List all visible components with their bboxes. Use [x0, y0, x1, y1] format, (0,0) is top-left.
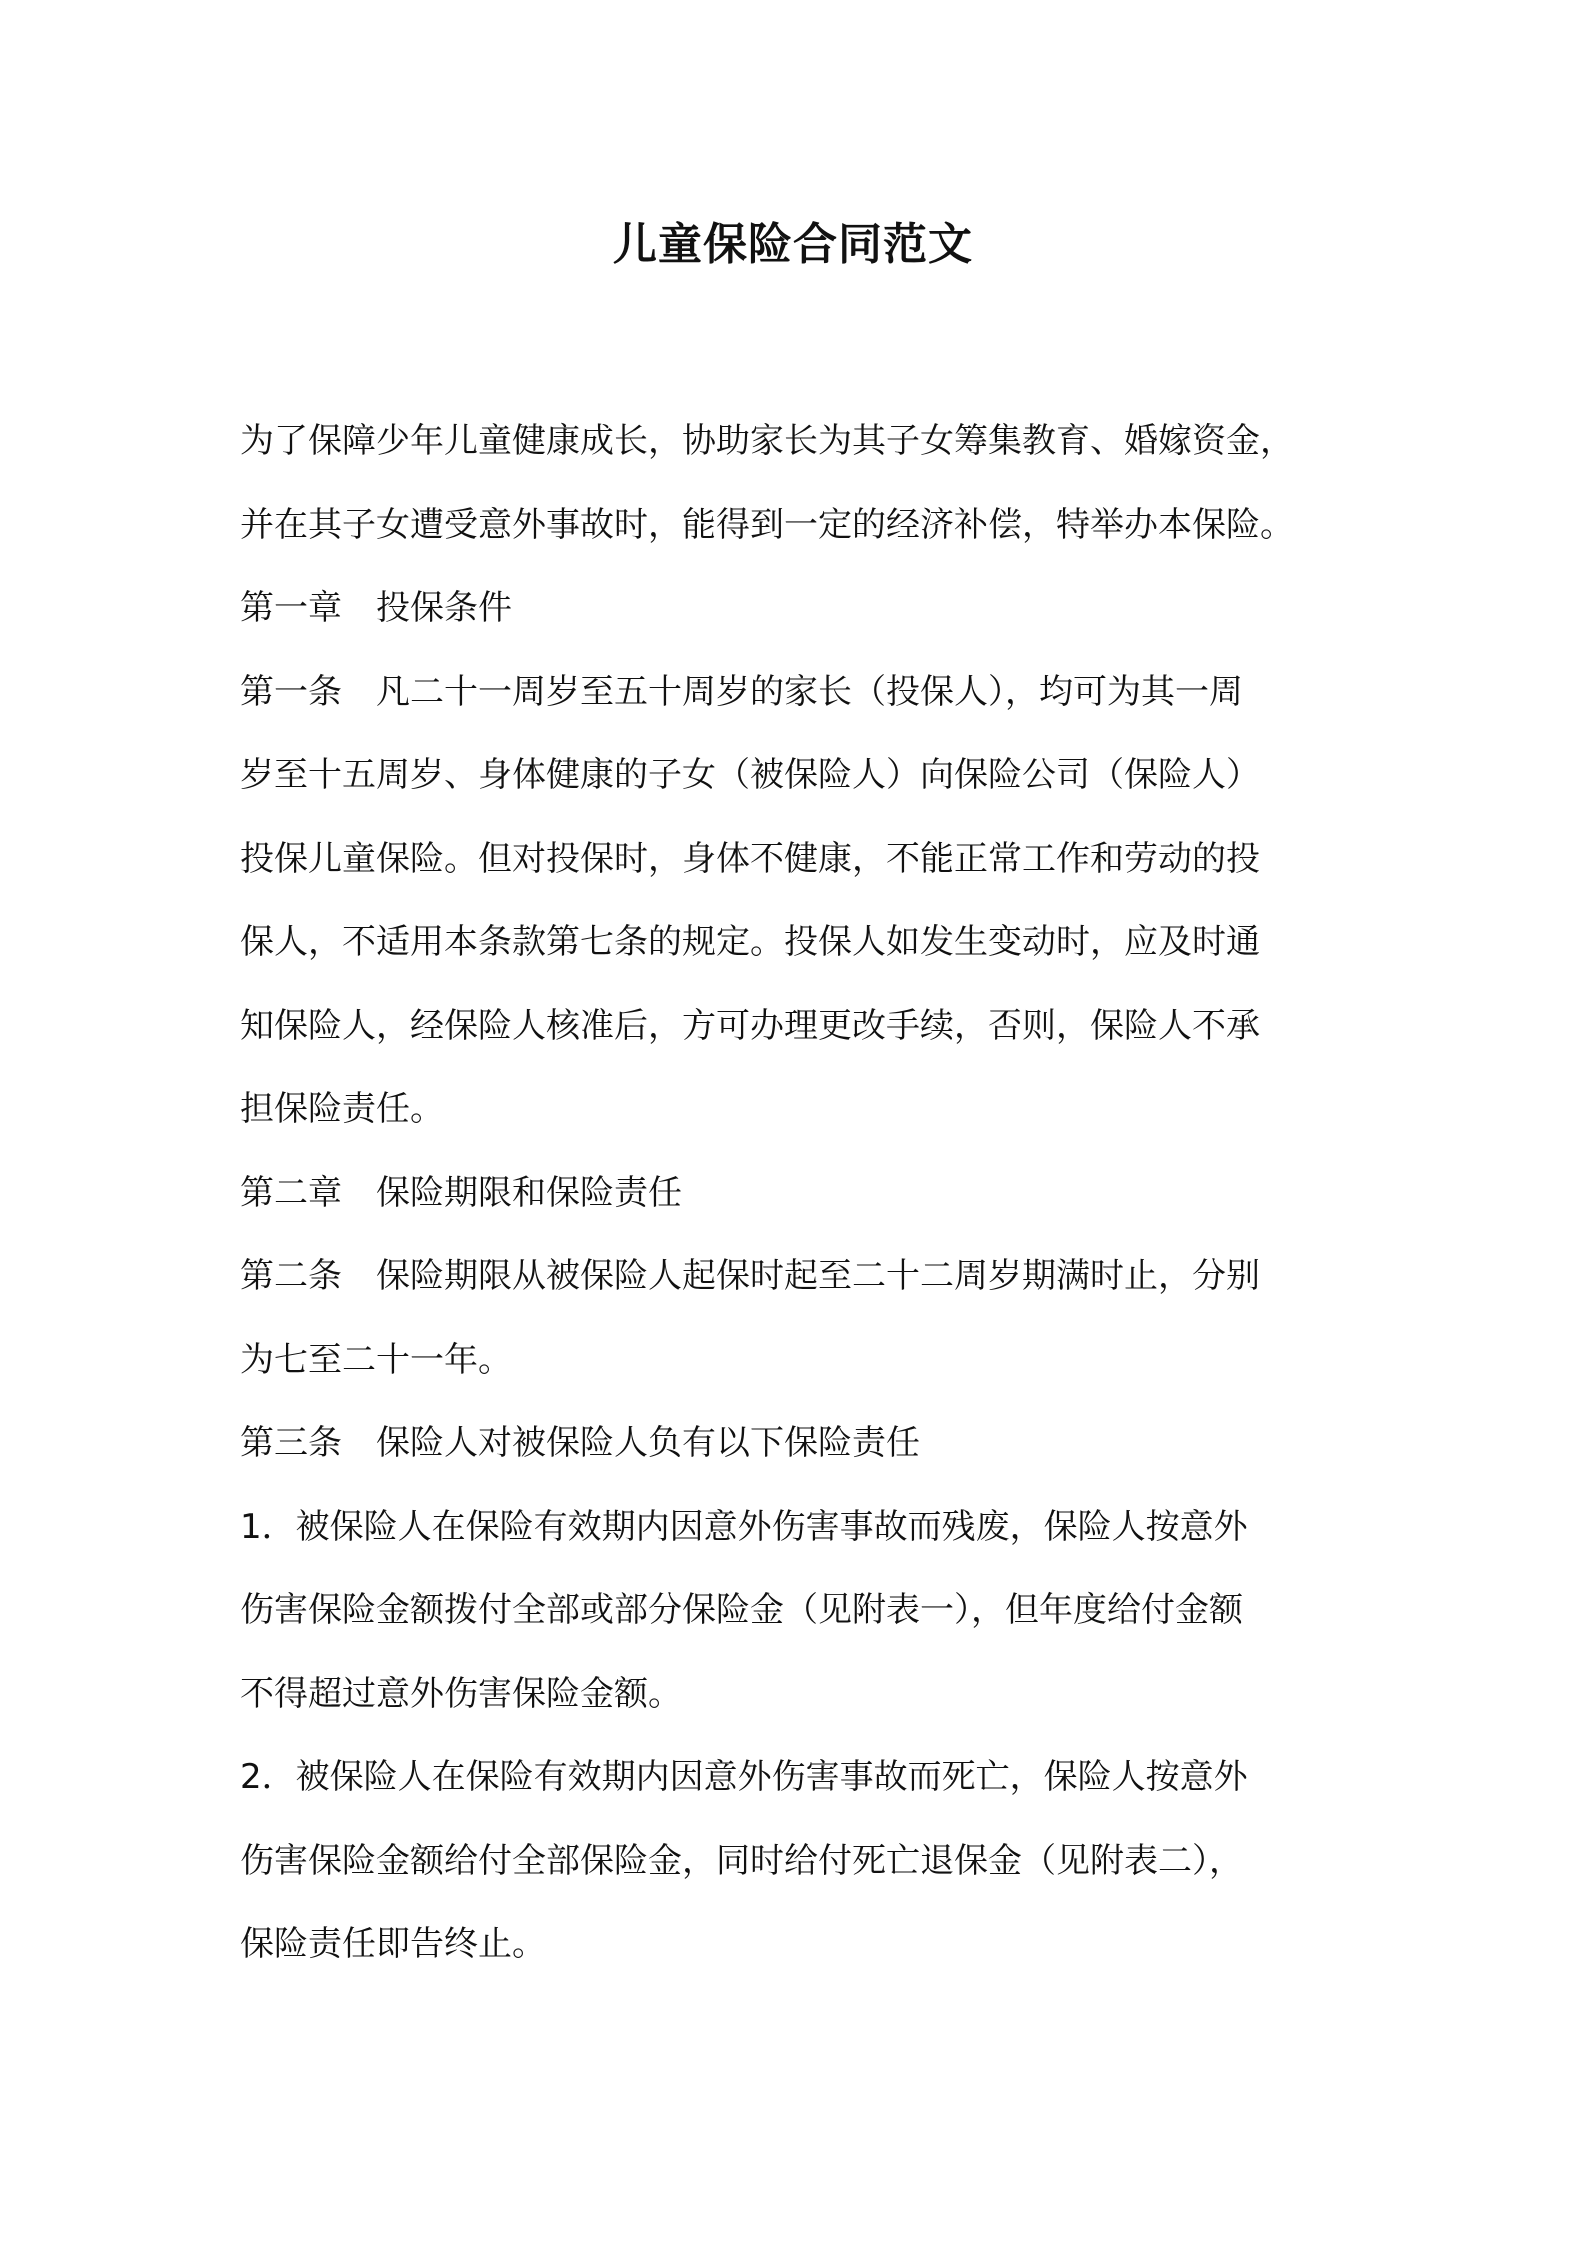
article-line: 第二条 保险期限从被保险人起保时起至二十二周岁期满时止，分别 [240, 1256, 1260, 1296]
body-line: 为七至二十一年。 [240, 1339, 512, 1380]
list-item-line: 1．被保险人在保险有效期内因意外伤害事故而残废，保险人按意外 [240, 1506, 1248, 1547]
body-line: 知保险人，经保险人核准后，方可办理更改手续，否则，保险人不承 [240, 1005, 1260, 1046]
article-line: 第三条 保险人对被保险人负有以下保险责任 [240, 1423, 920, 1463]
body-line: 不得超过意外伤害保险金额。 [240, 1673, 682, 1714]
body-line: 为了保障少年儿童健康成长，协助家长为其子女筹集教育、婚嫁资金， [240, 421, 1294, 461]
chapter-heading: 第二章 保险期限和保险责任 [240, 1172, 682, 1213]
body-line: 保险责任即告终止。 [240, 1924, 546, 1964]
body-line: 担保险责任。 [240, 1089, 444, 1129]
body-line: 伤害保险金额拨付全部或部分保险金（见附表一），但年度给付金额 [240, 1590, 1243, 1630]
body-line: 保人，不适用本条款第七条的规定。投保人如发生变动时，应及时通 [240, 922, 1260, 962]
body-line: 投保儿童保险。但对投保时，身体不健康，不能正常工作和劳动的投 [240, 838, 1260, 879]
list-item-line: 2．被保险人在保险有效期内因意外伤害事故而死亡，保险人按意外 [240, 1757, 1248, 1797]
article-line: 第一条 凡二十一周岁至五十周岁的家长（投保人），均可为其一周 [240, 671, 1243, 712]
body-line: 伤害保险金额给付全部保险金，同时给付死亡退保金（见附表二）， [240, 1840, 1243, 1881]
document-body [240, 400, 1350, 1987]
body-line: 岁至十五周岁、身体健康的子女（被保险人）向保险公司（保险人） [240, 755, 1260, 795]
chapter-heading: 第一章 投保条件 [240, 588, 512, 628]
document-title: 儿童保险合同范文 [613, 219, 973, 270]
body-line: 并在其子女遭受意外事故时，能得到一定的经济补偿，特举办本保险。 [240, 504, 1294, 545]
